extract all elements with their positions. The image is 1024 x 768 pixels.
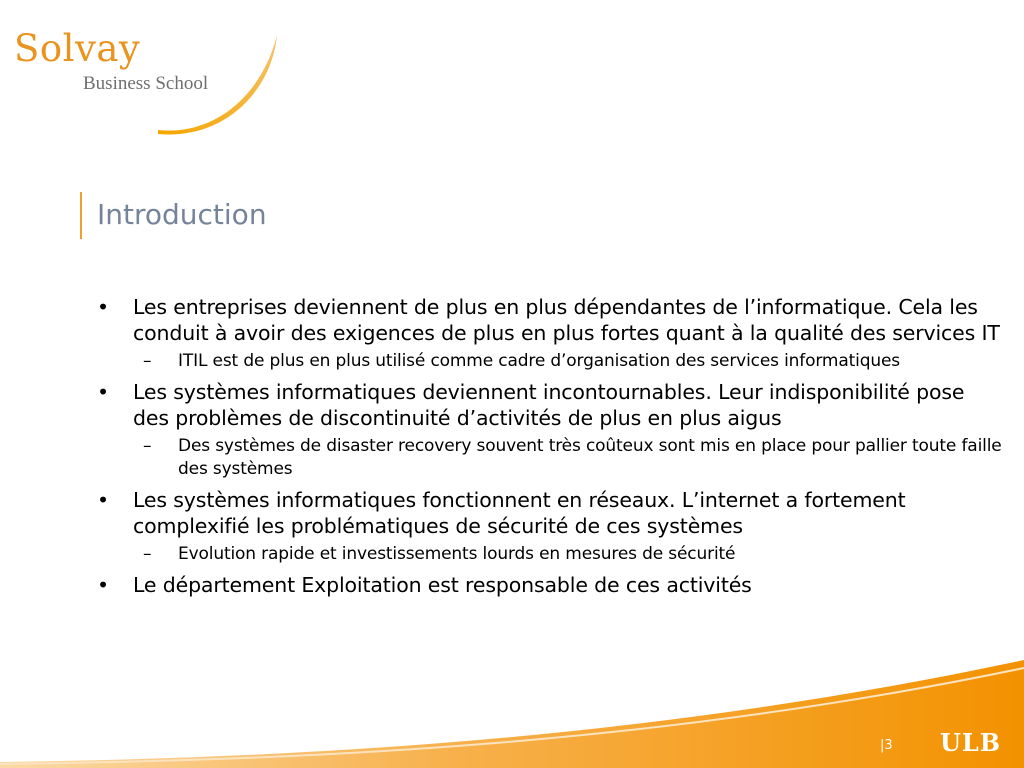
- ulb-logo: ULB: [940, 728, 1002, 757]
- logo-subtitle: Business School: [83, 73, 209, 94]
- bullet-text: Les systèmes informatiques fonctionnent en réseaux. L’internet a fortement complexifié les problématiques de sécurité de ces systèmes: [133, 488, 906, 538]
- sub-bullet-marker: –: [143, 544, 152, 564]
- bullet-text: Les entreprises deviennent de plus en plus dépendantes de l’informatique. Cela les conduit à avoir des exigences de plus en plus fortes quant à la qualité des services IT: [133, 295, 1000, 345]
- sub-bullet-text: ITIL est de plus en plus utilisé comme cadre d’organisation des services informatiques: [178, 351, 900, 371]
- bullet-marker: •: [97, 380, 109, 404]
- sub-bullet-marker: –: [143, 436, 152, 456]
- bullet-text: Les systèmes informatiques deviennent incontournables. Leur indisponibilité pose des problèmes de discontinuité d’activités de plus en plus aigus: [133, 380, 965, 430]
- bullet-marker: •: [97, 295, 109, 319]
- sub-bullet-text: Des systèmes de disaster recovery souvent très coûteux sont mis en place pour pallier toute faille des systèmes: [178, 436, 1002, 479]
- slide-title: Introduction: [97, 198, 267, 231]
- bullet-marker: •: [97, 488, 109, 512]
- sub-bullet-marker: –: [143, 351, 152, 371]
- bullet-text: Le département Exploitation est responsable de ces activités: [133, 573, 752, 597]
- sub-bullet-text: Evolution rapide et investissements lourds en mesures de sécurité: [178, 544, 736, 564]
- logo-wordmark: Solvay: [14, 27, 141, 70]
- bullet-marker: •: [97, 573, 109, 597]
- page-number: |3: [880, 738, 893, 753]
